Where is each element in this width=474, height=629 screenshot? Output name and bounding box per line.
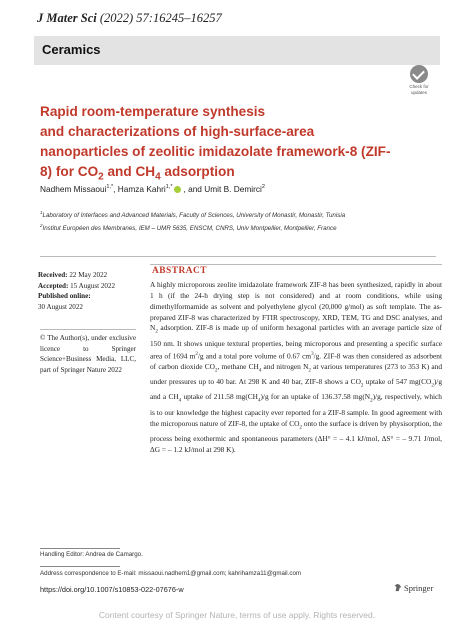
author-list: Nadhem Missaoui$^{1,*}$, Hamza Kahri$^{1,*}$ , and Umit B. Demirci$^2$ bbox=[40, 184, 265, 194]
affiliations bbox=[40, 208, 450, 234]
article-dates: Received: 22 May 2022 Accepted: 15 August 2022 Published online: 30 August 2022 bbox=[38, 271, 116, 311]
title-line-2: and characterizations of high-surface-area bbox=[40, 124, 315, 139]
badge-line2: updates bbox=[410, 90, 427, 95]
check-for-updates-badge[interactable] bbox=[402, 65, 436, 99]
title-line-3: nanoparticles of zeolitic imidazolate framework-8 (ZIF- bbox=[40, 144, 391, 159]
correspondence-address[interactable]: Address correspondence to E-mail: missaoui.nadhem1@gmail.com; kahrihamza11@gmail.com bbox=[40, 570, 302, 577]
abstract-heading: ABSTRACT bbox=[152, 266, 208, 276]
courtesy-notice: Content courtesy of Springer Nature, terms of use apply. Rights reserved. bbox=[98, 610, 376, 620]
affiliation-1: $^1$Laboratory of Interfaces and Advanced Materials, Faculty of Sciences, University of Monastir, Monastir, Tunisia bbox=[40, 210, 346, 220]
sidebar-divider bbox=[40, 329, 136, 330]
journal-name: J Mater Sci bbox=[37, 11, 97, 25]
author-3[interactable]: Umit B. Demirci bbox=[204, 184, 262, 194]
badge-line1: Check for bbox=[409, 84, 429, 89]
address-divider bbox=[40, 566, 120, 567]
check-icon bbox=[410, 65, 428, 83]
article-title bbox=[40, 102, 440, 188]
publisher-logo: Springer bbox=[394, 583, 433, 593]
handling-editor: Handling Editor: Andrea de Camargo. bbox=[40, 551, 143, 558]
abstract-text: A highly microporous zeolite imidazolate framework ZIF-8 has been synthesized, rapidly in about 1 h (if the 24-h drying step is not considered) and at room conditions, while using dimethylformamide as solvent and polyethylene glycol (20,000 g/mol) as soft template. The as-prepared ZIF-8 was characterized by FTIR spectroscopy, XRD, TEM, TG and DSC analyses, and $N_2$ adsorption. ZIF-8 is made up of uniform hexagonal particles with an average particle size of 150 nm. It shows unique textural properties, being microporous and presenting a specific surface area of 1694 $m^2/g$ and a total pore volume of 0.67 $cm^3/g$. ZIF-8 was then considered as adsorbent of carbon dioxide $CO_2$, methane $CH_4$ and nitrogen $N_2$ at various temperatures (273 to 353 K) and under pressures up to 40 bar. At 298 K and 40 bar, ZIF-8 shows a $CO_2$ uptake of 547 $mg(CO_2)/g$ and a $CH_4$ uptake of 211.58 $mg(CH_4)/g$ for an uptake of 136.37.58 $mg(N_2)/g$, respectively, which is to our knowledge the highest capacity ever reported for a ZIF-8 sample. In good agreement with the microporous nature of ZIF-8, the uptake of $CO_2$ onto the surface is driven by physisorption, the process being exothermic and spontaneous parameters (ΔH° = – 4.1 kJ/mol, ΔS° = – 9.71 J/mol, ΔG = – 1.2 kJ/mol at 298 K). bbox=[150, 280, 442, 454]
copyright-notice: © The Author(s), under exclusive licence to Springer Science+Business Media, LLC, part of Springer Nature 2022 bbox=[40, 334, 136, 374]
author-2[interactable]: Hamza Kahri bbox=[117, 184, 166, 194]
springer-horse-icon bbox=[394, 583, 402, 592]
title-line-4: 8) for $CO_2$ and $CH_4$ adsorption bbox=[40, 164, 235, 183]
abstract-divider bbox=[150, 264, 442, 265]
orcid-icon[interactable] bbox=[174, 186, 181, 193]
journal-citation: (2022) 57:16245–16257 bbox=[99, 11, 222, 25]
section-label: Ceramics bbox=[42, 42, 101, 57]
author-1[interactable]: Nadhem Missaoui bbox=[40, 184, 107, 194]
divider bbox=[40, 256, 436, 257]
doi-link[interactable]: https://doi.org/10.1007/s10853-022-07676-w bbox=[40, 585, 184, 594]
journal-header bbox=[37, 11, 222, 26]
title-line-1: Rapid room-temperature synthesis bbox=[40, 104, 266, 119]
affiliation-2: $^2$Institut Européen des Membranes, IEM – UMR 5635, ENSCM, CNRS, Univ Montpellier, Montpellier, France bbox=[40, 223, 337, 233]
footnote-divider bbox=[40, 548, 120, 549]
